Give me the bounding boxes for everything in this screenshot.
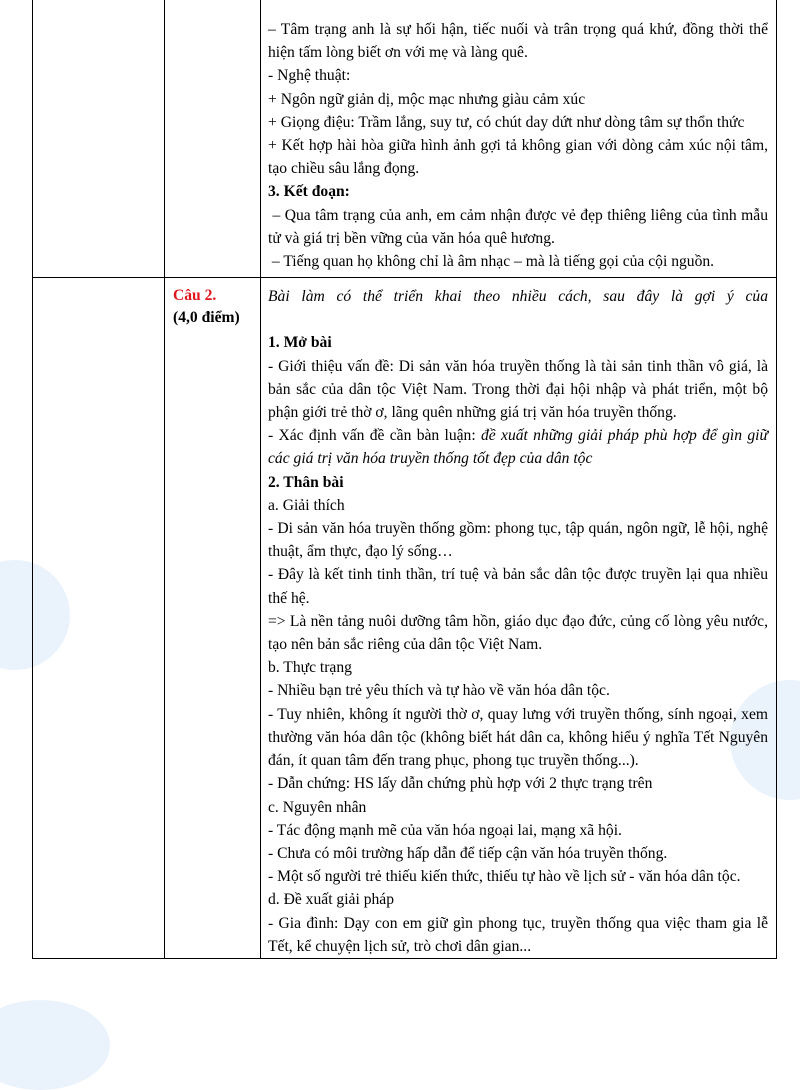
- text-line: b. Thực trạng: [268, 659, 352, 677]
- text-line: – Tâm trạng anh là sự hối hận, tiếc nuối và trân trọng quá khứ, đồng thời thể hiện tấm lòng biết ơn với mẹ và làng quê.: [268, 21, 768, 62]
- text-line: a. Giải thích: [268, 496, 345, 514]
- section-heading: 3. Kết đoạn:: [268, 183, 350, 201]
- question-label-cell: [165, 278, 261, 959]
- text-line: - Một số người trẻ thiếu kiến thức, thiếu tự hào về lịch sử - văn hóa dân tộc.: [268, 868, 741, 886]
- text-line: - Tác động mạnh mẽ của văn hóa ngoại lai, mạng xã hội.: [268, 821, 622, 839]
- text-line: - Gia đình: Dạy con em giữ gìn phong tục, truyền thống qua việc tham gia lễ Tết, kể chuyện lịch sử, trò chơi dân gian...: [268, 914, 768, 955]
- text-line: – Tiếng quan họ không chỉ là âm nhạc – mà là tiếng gọi của cội nguồn.: [268, 253, 715, 271]
- text-line: - Di sản văn hóa truyền thống gồm: phong tục, tập quán, ngôn ngữ, lễ hội, nghệ thuật, ẩm thực, đạo lý sống…: [268, 520, 768, 561]
- answer-text: [268, 18, 772, 277]
- text-line: d. Đề xuất giải pháp: [268, 891, 395, 909]
- text-line: - Nhiều bạn trẻ yêu thích và tự hào về văn hóa dân tộc.: [268, 682, 610, 700]
- col-question-cell: [165, 0, 261, 278]
- text-line: - Dẫn chứng: HS lấy dẫn chứng phù hợp với 2 thực trạng trên: [268, 775, 653, 793]
- text-span: - Xác định vấn đề cần bàn luận:: [268, 427, 481, 445]
- text-span-italic: đề xuất những giải pháp phù hợp để gìn giữ các giá trị văn hóa truyền thống tốt đẹp của dân tộc: [268, 427, 768, 468]
- grading-table: [32, 0, 777, 959]
- col-section-cell: [33, 278, 165, 959]
- answer-cell: [261, 278, 777, 959]
- text-line: => Là nền tảng nuôi dưỡng tâm hồn, giáo dục đạo đức, củng cố lòng yêu nước, tạo nên bản sắc riêng của dân tộc Việt Nam.: [268, 612, 768, 654]
- text-line: + Kết hợp hài hòa giữa hình ảnh gợi tả không gian với dòng cảm xúc nội tâm, tạo chiều sâu lắng đọng.: [268, 137, 768, 178]
- points-label: (4,0 điểm): [173, 309, 240, 327]
- text-line: + Giọng điệu: Trầm lắng, suy tư, có chút day dứt như dòng tâm sự thổn thức: [268, 113, 745, 131]
- intro-line: Bài làm có thể triển khai theo nhiều cách, sau đây là gợi ý của: [268, 288, 768, 306]
- section-heading: 2. Thân bài: [268, 473, 344, 491]
- section-heading: 1. Mở bài: [268, 334, 332, 352]
- answer-cell: [261, 0, 777, 278]
- text-line: + Ngôn ngữ giản dị, mộc mạc nhưng giàu cảm xúc: [268, 90, 586, 108]
- watermark-blob-bottom-left: [0, 1000, 110, 1090]
- question-label: Câu 2.: [173, 287, 217, 305]
- text-line: - Tuy nhiên, không ít người thờ ơ, quay lưng với truyền thống, sính ngoại, xem thường văn hóa dân tộc (không biết hát dân ca, không hiểu ý nghĩa Tết Nguyên đán, ít quan tâm đến trang phục, phong tục truyền thống...).: [268, 705, 768, 770]
- text-line: - Nghệ thuật:: [268, 67, 351, 85]
- col-section-cell: [33, 0, 165, 278]
- answer-text: [268, 285, 768, 958]
- table-row-cau1-continued: [33, 0, 777, 278]
- text-line: - Đây là kết tinh tinh thần, trí tuệ và bản sắc dân tộc được truyền lại qua nhiều thế hệ.: [268, 566, 768, 607]
- text-line: [268, 424, 768, 470]
- text-line: - Chưa có môi trường hấp dẫn để tiếp cận văn hóa truyền thống.: [268, 844, 668, 862]
- text-line: c. Nguyên nhân: [268, 798, 367, 816]
- table-row-cau2: [33, 278, 777, 959]
- text-line: – Qua tâm trạng của anh, em cảm nhận được vẻ đẹp thiêng liêng của tình mẫu tử và giá trị bền vững của văn hóa quê hương.: [268, 206, 772, 247]
- text-line: - Giới thiệu vấn đề: Di sản văn hóa truyền thống là tài sản tinh thần vô giá, là bản sắc của dân tộc Việt Nam. Trong thời đại hội nhập và phát triển, một bộ phận giới trẻ thờ ơ, lãng quên những giá trị văn hóa truyền thống.: [268, 357, 768, 422]
